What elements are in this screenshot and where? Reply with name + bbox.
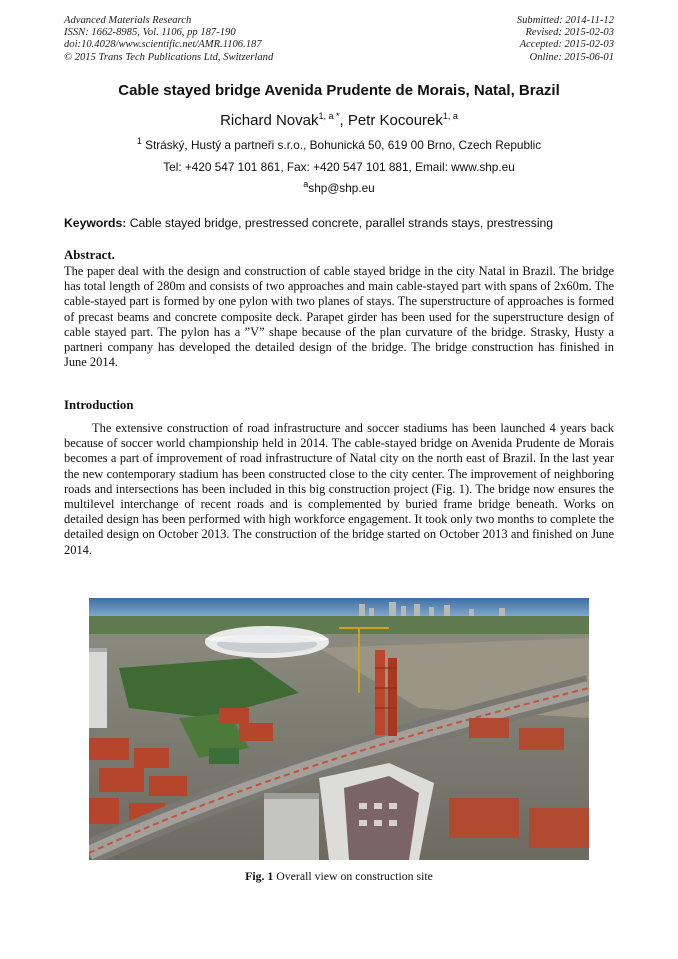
online-date: Online: 2015-06-01 — [529, 51, 614, 63]
author-superscript: 1, a * — [318, 111, 340, 121]
author-name: Richard Novak — [220, 112, 319, 129]
journal-name: Advanced Materials Research — [64, 15, 192, 26]
submitted-date: Submitted: 2014-11-12 — [516, 15, 614, 26]
introduction-text: The extensive construction of road infrastructure and soccer stadiums has been launched 4 years back because of soccer world championship held in 2014. The cable-stayed bridge on Avenida Prudente de Morais becomes a part of improvement of road infrastructure of Natal city on the north east of Brazil. In the last year the new contemporary stadium has been constructed close to the city center. The improvement of neighboring roads and intersections has been included in this big construction project (Fig. 1). The bridge now ensures the multilevel interchange of recent roads and is complemented by buried frame bridge beneath. Works on detailed design has been performed with high workforce engagement. It took only two months to complete the detailed design on October 2013. The construction of the bridge started on October 2013 and finished on June 2014. — [64, 421, 614, 557]
abstract-text: The paper deal with the design and construction of cable stayed bridge in the city Natal in Brazil. The bridge has total length of 280m and consists of two approaches and main cable-stayed part with spans of 2x60m. The cable-stayed part is formed by one pylon with two planes of stays. The superstructure of approaches is formed of precast beams and concrete composite deck. Parapet girder has been used for the superstructure design of cable stayed part. The pylon has a ”V” shape because of the plan curvature of the bridge. Strasky, Husty a partneri company has developed the detailed design of the bridge. The bridge construction has finished in June 2014. — [64, 264, 614, 370]
contact-line: Tel: +420 547 101 861, Fax: +420 547 101 881, Email: www.shp.eu — [163, 160, 515, 174]
aerial-photo-illustration — [89, 598, 589, 860]
keywords-text: Cable stayed bridge, prestressed concrete, parallel strands stays, prestressing — [126, 216, 554, 230]
copyright-line: © 2015 Trans Tech Publications Ltd, Switzerland — [64, 51, 274, 63]
affiliation-superscript: 1 — [136, 136, 142, 147]
figure-caption-text: Overall view on construction site — [273, 869, 433, 883]
abstract-heading: Abstract. — [64, 248, 115, 262]
accepted-date: Accepted: 2015-02-03 — [519, 39, 614, 51]
keywords — [64, 216, 614, 230]
issn-line: ISSN: 1662-8985, Vol. 1106, pp 187-190 — [64, 27, 236, 39]
keywords-label: Keywords: — [64, 216, 127, 230]
affiliation — [0, 138, 678, 152]
figure-label: Fig. 1 — [245, 869, 274, 883]
affiliation-text: Stráský, Hustý a partneři s.r.o., Bohunická 50, 619 00 Brno, Czech Republic — [141, 138, 542, 152]
email-line — [0, 181, 678, 195]
author-superscript: 1, a — [442, 111, 458, 121]
author-name: Petr Kocourek — [347, 112, 443, 129]
journal-header — [64, 15, 273, 64]
dates-header — [517, 15, 614, 64]
introduction-heading: Introduction — [64, 398, 134, 412]
author-line — [0, 112, 678, 129]
paper-title: Cable stayed bridge Avenida Prudente de Morais, Natal, Brazil — [118, 82, 560, 99]
revised-date: Revised: 2015-02-03 — [525, 27, 614, 39]
email-superscript: a — [303, 179, 309, 190]
author-separator: , — [339, 112, 348, 129]
email-address: shp@shp.eu — [308, 181, 375, 195]
construction-site-photo — [89, 598, 589, 860]
doi-line: doi:10.4028/www.scientific.net/AMR.1106.187 — [64, 39, 262, 51]
figure-caption — [0, 869, 678, 884]
